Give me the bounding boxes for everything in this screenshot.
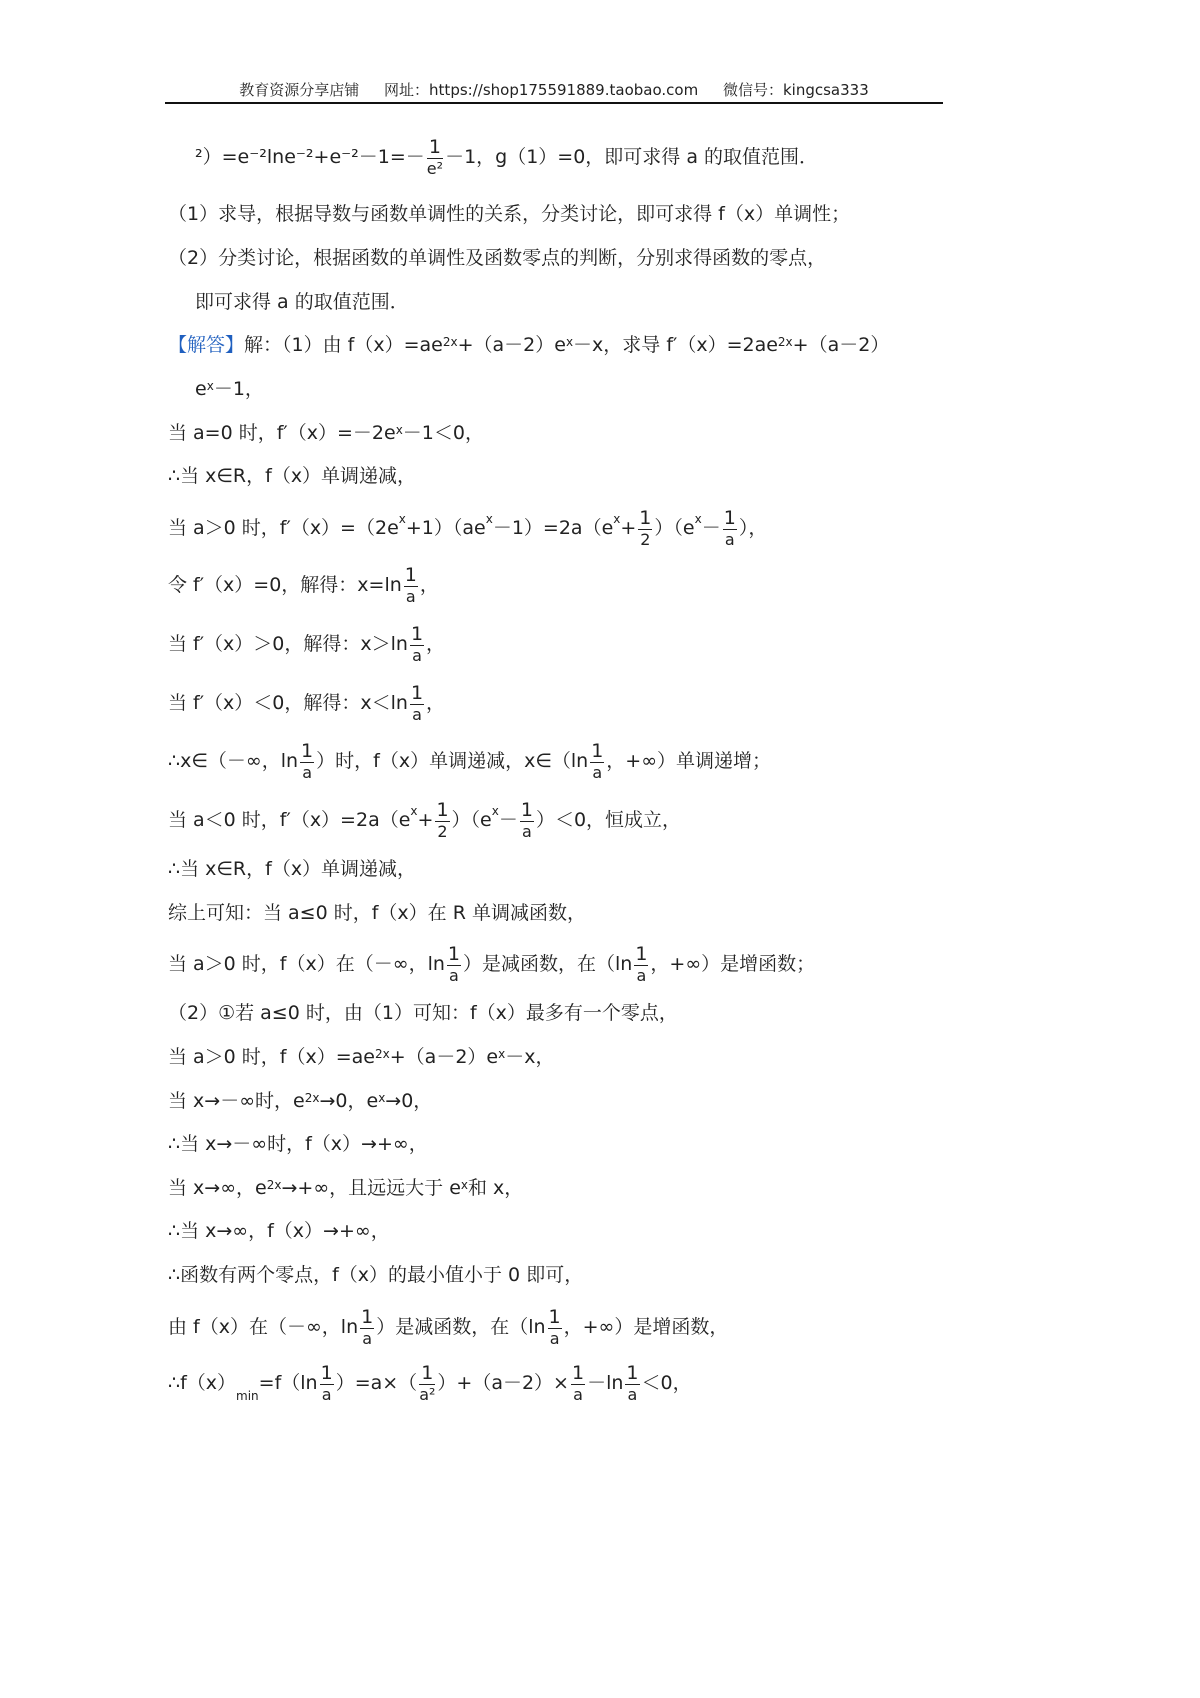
math-text: 1: [404, 564, 417, 586]
math-text: ）＜0，恒成立，: [535, 809, 682, 831]
solution-line-14: （2）①若 a≤0 时，由（1）可知：f（x）最多有一个零点，: [168, 1002, 678, 1024]
math-text: a: [412, 646, 422, 665]
math-text: +: [417, 809, 434, 831]
solution-line-17: ∴当 x→－∞时，f（x）→+∞，: [168, 1133, 428, 1155]
math-text: 1: [361, 1306, 374, 1328]
math-text: －1）=2a（e: [492, 517, 614, 539]
math-text: a: [724, 530, 735, 549]
math-text: x: [398, 512, 406, 526]
math-text: +1）（ae: [405, 517, 486, 539]
math-text: x: [410, 804, 418, 818]
math-text: ＜0，: [641, 1372, 692, 1394]
fraction: [419, 1364, 435, 1403]
solution-line-6: [168, 566, 439, 605]
math-text: x: [378, 1091, 386, 1105]
math-text: ）是减函数，在（ln: [376, 1316, 546, 1338]
math-text: －: [701, 517, 721, 539]
math-text: ∴x∈（－∞，ln: [168, 750, 299, 772]
math-text: →0，e: [319, 1090, 379, 1112]
math-text: ，+∞）单调递增；: [606, 750, 772, 772]
solution-line-16: [168, 1088, 432, 1114]
math-text: 1: [419, 1364, 435, 1385]
math-text: －: [498, 809, 518, 831]
analysis-line-2: （1）求导，根据导数与函数单调性的关系，分类讨论，即可求得 f（x）单调性；: [168, 203, 851, 225]
text: ²）=e⁻²lne⁻²+e⁻²－1=－: [195, 146, 425, 168]
math-text: －ln: [587, 1372, 624, 1394]
solution-line-22: [168, 1364, 692, 1403]
math-text: 1: [447, 943, 460, 965]
math-text: a: [592, 763, 603, 782]
math-text: ），: [738, 517, 768, 539]
math-text: a: [412, 705, 422, 724]
solution-line-12: 综上可知：当 a≤0 时，f（x）在 R 单调减函数，: [168, 902, 586, 924]
math-text: a²: [419, 1385, 436, 1404]
math-text: 1: [626, 1362, 639, 1384]
math-text: ，: [426, 692, 446, 714]
shop-url: 网址：https://shop175591889.taobao.com: [384, 81, 699, 99]
solution-line-13: [168, 945, 815, 984]
math-text: x: [694, 512, 702, 526]
math-text: 2x: [777, 335, 793, 349]
math-text: →+∞，且远远大于 e: [281, 1177, 461, 1199]
math-text: 当 a＜0 时，f′（x）=2a（e: [168, 809, 411, 831]
page-header: [165, 78, 943, 104]
math-text: ，+∞）是增函数，: [563, 1316, 729, 1338]
math-text: －x，: [505, 1046, 555, 1068]
solution-line-3: [168, 420, 484, 446]
math-text: a: [549, 1329, 560, 1348]
solution-line-2: [195, 376, 264, 402]
fraction: [723, 509, 737, 548]
solution-line-10: [168, 801, 681, 840]
fraction: [634, 945, 648, 984]
math-text: 2: [437, 822, 448, 841]
math-text: a: [449, 966, 459, 985]
fraction: [520, 801, 534, 840]
math-text: 1: [591, 740, 604, 762]
math-text: 当 f′（x）＜0，解得：x＜ln: [168, 692, 408, 714]
math-text: ）（e: [451, 809, 492, 831]
text: －1，g（1）=0，即可求得 a 的取值范围．: [445, 146, 819, 168]
math-text: a: [362, 1329, 373, 1348]
math-text: 和 x，: [468, 1177, 524, 1199]
math-text: ）是减函数，在（ln: [463, 953, 633, 975]
solution-tag: 【解答】: [168, 334, 245, 356]
math-text: 1: [548, 1306, 561, 1328]
math-text: 1: [427, 138, 443, 159]
math-text: ）时，f（x）单调递减，x∈（ln: [316, 750, 589, 772]
math-text: +: [620, 517, 637, 539]
fraction: [410, 684, 424, 723]
solution-line-1: [168, 332, 889, 358]
fraction: [435, 801, 449, 840]
math-text: +（a－2）e: [389, 1046, 499, 1068]
math-text: →0，: [385, 1090, 433, 1112]
math-text: 1: [436, 799, 449, 821]
math-text: 令 f′（x）=0，解得：x=ln: [168, 574, 402, 596]
math-text: 当 a＞0 时，f′（x）=（2e: [168, 517, 399, 539]
shop-name: 教育资源分享店铺: [239, 81, 360, 99]
math-text: x: [206, 379, 214, 393]
math-text: +（a－2）e: [457, 334, 566, 356]
math-text: ）=a×（: [335, 1372, 418, 1394]
math-text: 当 a＞0 时，f（x）在（－∞，ln: [168, 953, 445, 975]
fraction: [404, 566, 418, 605]
fraction: [638, 509, 652, 548]
analysis-line-4: 即可求得 a 的取值范围．: [195, 291, 409, 313]
math-text: ，+∞）是增函数；: [650, 953, 816, 975]
fraction: [571, 1364, 585, 1403]
solution-line-4: ∴当 x∈R，f（x）单调递减，: [168, 465, 417, 487]
fraction: [625, 1364, 639, 1403]
fraction: [590, 742, 604, 781]
math-text: +（a－2）: [792, 334, 890, 356]
fraction: [360, 1308, 374, 1347]
solution-line-18: [168, 1175, 523, 1201]
math-text: x: [460, 1178, 468, 1192]
math-text: e: [195, 378, 207, 400]
solution-line-7: [168, 625, 445, 664]
solution-line-5: [168, 509, 767, 548]
fraction: [410, 625, 424, 664]
solution-line-15: [168, 1044, 554, 1070]
math-text: ）（e: [654, 517, 695, 539]
math-text: 1: [571, 1362, 585, 1384]
math-text: －x，求导 f′（x）=2ae: [573, 334, 778, 356]
math-text: a: [302, 763, 312, 782]
solution-line-21: [168, 1308, 728, 1347]
math-text: 1: [635, 943, 648, 965]
math-text: x: [565, 335, 574, 349]
math-text: a: [405, 587, 416, 606]
math-text: =f（ln: [258, 1372, 318, 1394]
fraction: [320, 1364, 334, 1403]
math-text: a: [522, 822, 532, 841]
math-text: 1: [320, 1362, 333, 1384]
math-text: min: [236, 1389, 259, 1403]
math-text: 2x: [266, 1178, 282, 1192]
math-text: ）+（a－2）×: [437, 1372, 569, 1394]
math-text: ，: [419, 574, 439, 596]
math-text: 当 x→－∞时，e: [168, 1090, 305, 1112]
math-text: a: [627, 1385, 638, 1404]
math-text: 1: [410, 682, 424, 704]
analysis-line-3: （2）分类讨论，根据函数的单调性及函数零点的判断，分别求得函数的零点，: [168, 247, 827, 269]
math-text: x: [485, 512, 493, 526]
math-text: 1: [639, 507, 652, 529]
solution-line-8: [168, 684, 445, 723]
math-text: e²: [426, 159, 444, 178]
math-text: x: [395, 423, 403, 437]
math-text: 当 f′（x）＞0，解得：x＞ln: [168, 633, 408, 655]
math-text: 解：（1）由 f（x）=ae: [244, 334, 443, 356]
math-text: 当 x→∞，e: [168, 1177, 267, 1199]
solution-line-20: ∴函数有两个零点，f（x）的最小值小于 0 即可，: [168, 1264, 584, 1286]
math-text: x: [613, 512, 621, 526]
math-text: 2x: [375, 1047, 390, 1061]
math-text: 2x: [304, 1091, 320, 1105]
math-text: a: [636, 966, 647, 985]
analysis-line-1: [195, 138, 818, 177]
math-text: 2: [640, 530, 651, 549]
fraction: [300, 742, 314, 781]
math-text: 1: [520, 799, 533, 821]
fraction: [427, 138, 443, 177]
wechat-id: 微信号：kingcsa333: [722, 81, 869, 99]
math-text: ∴f（x）: [168, 1372, 237, 1394]
math-text: －1＜0，: [402, 422, 484, 444]
math-text: 1: [410, 623, 424, 645]
math-text: x: [491, 804, 499, 818]
solution-line-9: [168, 742, 771, 781]
math-text: a: [321, 1385, 332, 1404]
solution-line-11: ∴当 x∈R，f（x）单调递减，: [168, 858, 417, 880]
math-text: 1: [301, 740, 314, 762]
math-text: 2x: [442, 335, 458, 349]
fraction: [447, 945, 461, 984]
math-text: 当 a=0 时，f′（x）=－2e: [168, 422, 396, 444]
solution-line-19: ∴当 x→∞，f（x）→+∞，: [168, 1220, 390, 1242]
math-text: x: [498, 1047, 506, 1061]
math-text: 1: [723, 507, 736, 529]
math-text: ，: [426, 633, 446, 655]
math-text: 由 f（x）在（－∞，ln: [168, 1316, 359, 1338]
math-text: 当 a＞0 时，f（x）=ae: [168, 1046, 375, 1068]
math-text: －1，: [213, 378, 264, 400]
math-text: a: [573, 1385, 583, 1404]
fraction: [548, 1308, 562, 1347]
